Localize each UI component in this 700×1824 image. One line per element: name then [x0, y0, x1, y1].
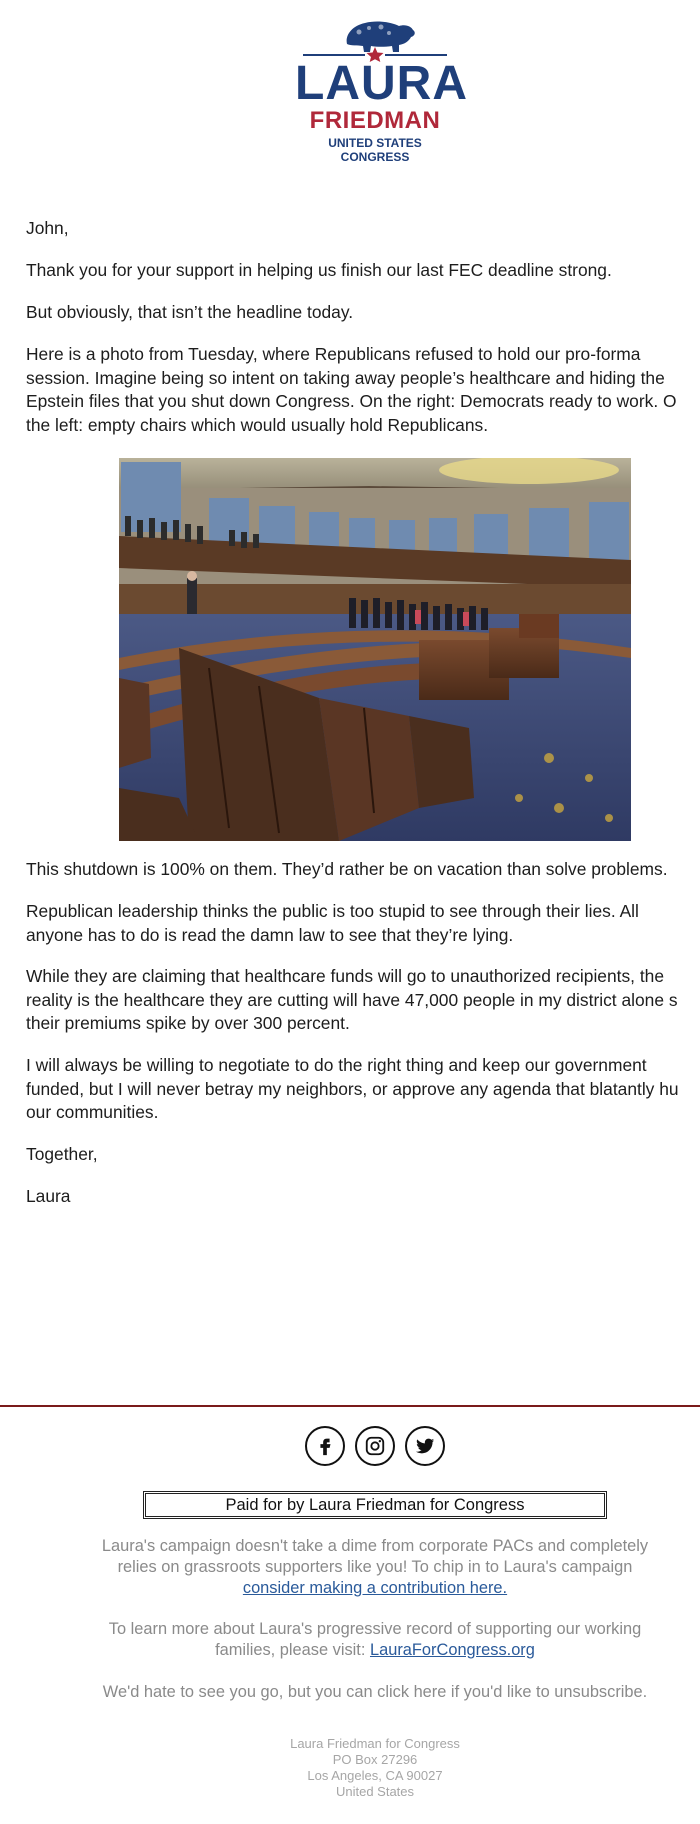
- greeting: John,: [26, 218, 69, 238]
- paragraph-line: Here is a photo from Tuesday, where Republicans refused to hold our pro-forma: [26, 344, 641, 364]
- paragraph-headline: [26, 301, 700, 325]
- paragraph-line: But obviously, that isn’t the headline today.: [26, 302, 354, 322]
- twitter-icon[interactable]: [405, 1426, 445, 1466]
- instagram-icon[interactable]: [355, 1426, 395, 1466]
- logo-tagline: UNITED STATES CONGRESS: [328, 136, 422, 164]
- address-line: Laura Friedman for Congress: [290, 1736, 460, 1751]
- paragraph-line: While they are claiming that healthcare funds will go to unauthorized recipients, the: [26, 966, 665, 986]
- paragraph-line: their premiums spike by over 300 percent.: [26, 1013, 350, 1034]
- campaign-logo: [295, 14, 468, 164]
- paragraph-shutdown: [26, 858, 700, 882]
- address-line: Los Angeles, CA 90027: [307, 1768, 443, 1783]
- signature: Laura: [26, 1186, 71, 1206]
- facebook-icon[interactable]: [305, 1426, 345, 1466]
- learn-more-message: [60, 1619, 690, 1661]
- paragraph-healthcare: [26, 965, 700, 1036]
- paragraph-line: anyone has to do is read the damn law to see that they’re lying.: [26, 924, 514, 945]
- paragraph-line: reality is the healthcare they are cutting will have 47,000 people in my district alone s: [26, 989, 678, 1010]
- paragraph-line: session. Imagine being so intent on taking away people’s healthcare and hiding the: [26, 367, 665, 388]
- learn-text-line: families, please visit:: [215, 1641, 366, 1659]
- paragraph-photo-intro: [26, 343, 700, 437]
- campaign-text-line: relies on grassroots supporters like you! To chip in to Laura's campaign: [117, 1558, 633, 1576]
- contribute-link[interactable]: consider making a contribution here.: [242, 1579, 508, 1597]
- paragraph-line: This shutdown is 100% on them. They’d rather be on vacation than solve problems.: [26, 859, 668, 879]
- paragraph-thanks: [26, 259, 700, 283]
- learn-text-line: To learn more about Laura's progressive record of supporting our working: [108, 1620, 642, 1638]
- house-chamber-photo: [119, 458, 631, 841]
- paragraph-line: our communities.: [26, 1102, 159, 1123]
- paragraph-line: Epstein files that you shut down Congress. On the right: Democrats ready to work. O: [26, 391, 677, 412]
- paragraph-line: I will always be willing to negotiate to do the right thing and keep our government: [26, 1055, 647, 1075]
- paragraph-line: Thank you for your support in helping us finish our last FEC deadline strong.: [26, 260, 612, 280]
- campaign-message: [60, 1536, 690, 1599]
- mailing-address: [0, 1736, 700, 1800]
- paragraph-negotiate: [26, 1054, 700, 1125]
- paid-for-disclaimer: Paid for by Laura Friedman for Congress: [143, 1491, 607, 1519]
- website-link[interactable]: LauraForCongress.org: [369, 1641, 535, 1659]
- paragraph-line: Republican leadership thinks the public is too stupid to see through their lies. All: [26, 901, 639, 921]
- footer-divider: [0, 1405, 700, 1407]
- address-line: United States: [335, 1784, 415, 1799]
- unsubscribe-link[interactable]: We'd hate to see you go, but you can click here if you'd like to unsubscribe.: [102, 1683, 648, 1701]
- logo-name-first: LAURA: [295, 57, 468, 110]
- paragraph-leadership: [26, 900, 700, 947]
- logo-name-last: FRIEDMAN: [309, 107, 441, 134]
- address-line: PO Box 27296: [332, 1752, 418, 1767]
- campaign-text-line: Laura's campaign doesn't take a dime from corporate PACs and completely: [101, 1537, 649, 1555]
- paragraph-line: funded, but I will never betray my neighbors, or approve any agenda that blatantly hu: [26, 1078, 679, 1099]
- bear-icon: [295, 14, 455, 62]
- signoff: Together,: [26, 1144, 98, 1164]
- paragraph-line: the left: empty chairs which would usually hold Republicans.: [26, 414, 489, 435]
